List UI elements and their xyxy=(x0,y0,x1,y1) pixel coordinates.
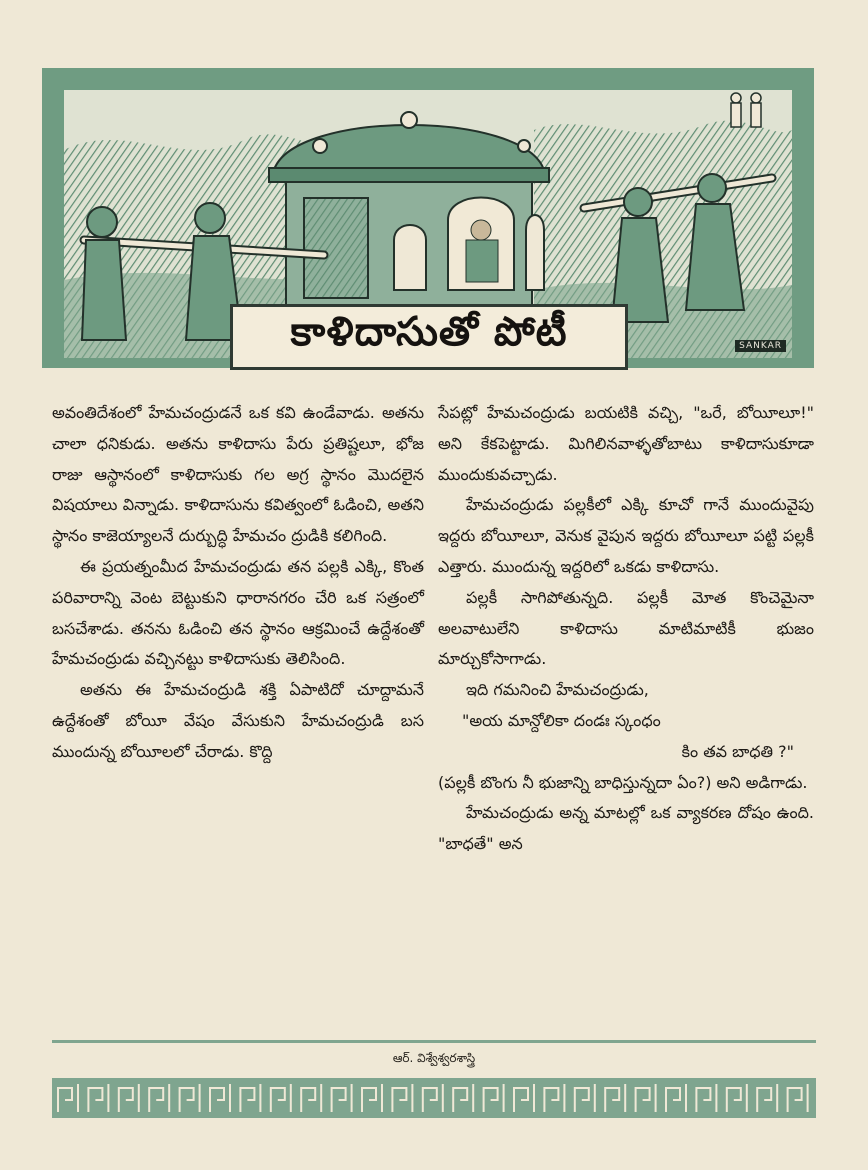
right-paragraph-4: ఇది గమనించి హేమచంద్రుడు, xyxy=(466,680,649,700)
right-paragraph-6: హేమచంద్రుడు అన్న మాటల్లో ఒక వ్యాకరణ దోషం ఉంది. "బాధతే" అన xyxy=(438,803,814,854)
left-paragraph-1: అవంతిదేశంలో హేమచంద్రుడనే ఒక కవి ఉండేవాడు. అతను చాలా ధనికుడు. అతను కాళిదాసు పేరు ప్రతిష్టలూ, భోజ రాజు ఆస్థానంలో కాళిదాసుకు గల అగ్ర స్థానం మొదలైన విషయాలు విన్నాడు. కాళిదాసును కవిత్వంలో ఓడించి, అతని స్థానం కాజెయ్యాలనే దుర్బుద్ధి హేమచం ద్రుడికి కలిగింది. xyxy=(52,403,424,546)
left-paragraph-2: ఈ ప్రయత్నంమీద హేమచంద్రుడు తన పల్లకి ఎక్కి, కొంత పరివారాన్ని వెంట బెట్టుకుని ధారానగరం చేరి ఒక సత్రంలో బసచేశాడు. తనను ఓడించి తన స్థానం ఆక్రమించే ఉద్దేశంతో హేమచంద్రుడు వచ్చినట్టు కాళిదాసుకు తెలిసింది. xyxy=(52,556,424,669)
title-box xyxy=(230,304,628,370)
author-credit: ఆర్. విశ్వేశ్వరశాస్త్రి xyxy=(392,1051,476,1065)
story-title: కాళిదాసుతో పోటీ xyxy=(290,309,568,355)
right-paragraph-3: పల్లకీ సాగిపోతున్నది. పల్లకీ మోత కొంచెమైనా అలవాటులేని కాళిదాసు మాటిమాటికీ భుజం మార్చుకోసాగాడు. xyxy=(438,587,814,669)
right-paragraph-1: సేపట్లో హేమచంద్రుడు బయటికి వచ్చి, "ఒరే, బోయీలూ!" అని కేకపెట్టాడు. మిగిలినవాళ్ళతోబాటు కాళిదాసుకూడా ముందుకువచ్చాడు. xyxy=(438,403,814,484)
left-column xyxy=(52,398,424,768)
left-paragraph-3: అతను ఈ హేమచంద్రుడి శక్తి ఏపాటిదో చూద్దామనే ఉద్దేశంతో బోయీ వేషం వేసుకుని హేమచంద్రుడి బస ముందున్న బోయీలలో చేరాడు. కొద్ది xyxy=(52,680,424,761)
sanskrit-verse-line-2: కిం తవ బాధతి ?" xyxy=(681,741,794,761)
artist-signature: SANKAR xyxy=(735,340,786,352)
sanskrit-verse-line-1: "అయ మాన్దోలికా దండః స్కంధం xyxy=(462,710,661,730)
right-paragraph-2: హేమచంద్రుడు పల్లకీలో ఎక్కి కూచో గానే ముందువైపు ఇద్దరు బోయీలూ, వెనుక వైపున ఇద్దరు బోయీలూ పట్టి పల్లకీ ఎత్తారు. ముందున్న ఇద్దరిలో ఒకడు కాళిదాసు. xyxy=(438,495,814,576)
footer-rule xyxy=(52,1040,816,1043)
illustration-banner xyxy=(42,68,814,368)
right-paragraph-5: (పల్లకీ బొంగు నీ భుజాన్ని బాధిస్తున్నదా ఏం?) అని అడిగాడు. xyxy=(438,772,808,792)
right-column xyxy=(438,398,814,860)
decorative-border-strip xyxy=(52,1078,816,1118)
